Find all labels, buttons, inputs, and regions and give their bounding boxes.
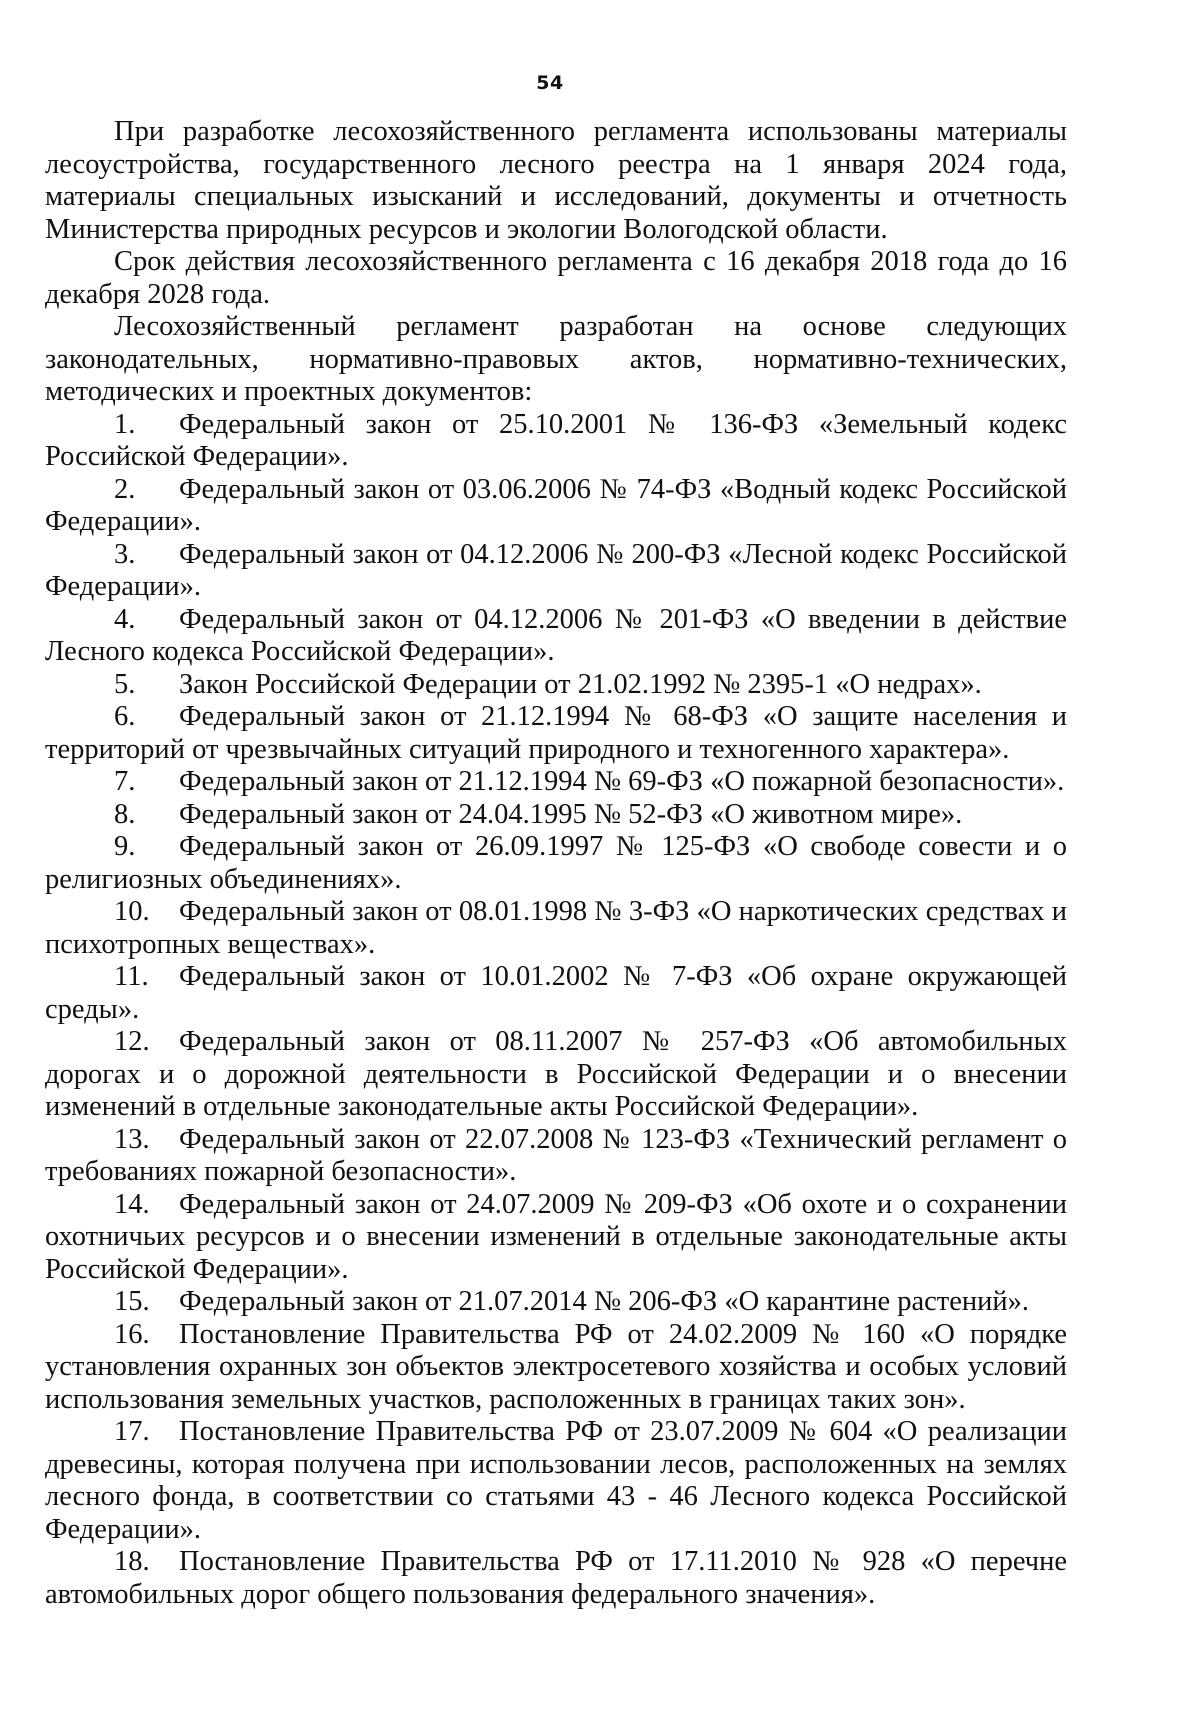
item-text: Федеральный закон от 24.07.2009 № 209-ФЗ «Об охоте и о сохранении охотничьих ресурсов и о внесении изменений в отдельные законодательные акты Российской Федерации». xyxy=(45,1188,1067,1285)
item-text: Федеральный закон от 21.07.2014 № 206-ФЗ «О карантине растений». xyxy=(179,1286,1030,1317)
list-item xyxy=(45,604,1067,669)
list-item xyxy=(45,1026,1067,1124)
item-text: Федеральный закон от 03.06.2006 № 74-ФЗ «Водный кодекс Российской Федерации». xyxy=(45,473,1067,537)
list-item xyxy=(45,1124,1067,1189)
item-number: 5. xyxy=(114,668,136,700)
item-number: 14. xyxy=(114,1188,150,1220)
list-item xyxy=(45,1189,1067,1287)
list-item xyxy=(45,799,1067,832)
document-body xyxy=(45,116,1067,1611)
item-number: 12. xyxy=(114,1026,150,1057)
item-text: Федеральный закон от 04.12.2006 № 201-ФЗ «О введении в действие Лесного кодекса Российской Федерации». xyxy=(45,603,1067,667)
list-item xyxy=(45,896,1067,961)
intro-paragraph: Лесохозяйственный регламент разработан на основе следующих законодательных, нормативно-правовых актов, нормативно-технических, методических и проектных документов: xyxy=(45,311,1067,407)
item-number: 13. xyxy=(114,1123,150,1155)
item-number: 9. xyxy=(114,831,136,862)
item-text: Федеральный закон от 04.12.2006 № 200-ФЗ «Лесной кодекс Российской Федерации». xyxy=(45,538,1067,602)
item-text: Постановление Правительства РФ от 24.02.2009 № 160 «О порядке установления охранных зон объектов электросетевого хозяйства и особых условий использования земельных участков, расположенных в границах таких зон». xyxy=(45,1318,1067,1415)
item-number: 16. xyxy=(114,1318,150,1350)
item-number: 1. xyxy=(114,408,136,440)
item-number: 3. xyxy=(114,538,136,570)
item-text: Федеральный закон от 22.07.2008 № 123-ФЗ «Технический регламент о требованиях пожарной безопасности». xyxy=(45,1123,1067,1187)
list-item xyxy=(45,1416,1067,1546)
list-item xyxy=(45,961,1067,1026)
item-text: Закон Российской Федерации от 21.02.1992 № 2395-1 «О недрах». xyxy=(179,668,982,700)
item-number: 11. xyxy=(114,961,149,992)
item-text: Постановление Правительства РФ от 17.11.2010 № 928 «О перечне автомобильных дорог общего пользования федерального значения». xyxy=(45,1546,1067,1610)
list-item xyxy=(45,766,1067,799)
item-number: 6. xyxy=(114,701,136,732)
item-number: 17. xyxy=(114,1416,150,1447)
item-text: Федеральный закон от 08.01.1998 № 3-ФЗ «О наркотических средствах и психотропных веществах». xyxy=(45,896,1067,960)
list-item xyxy=(45,831,1067,896)
list-item xyxy=(45,669,1067,702)
item-number: 2. xyxy=(114,473,136,505)
list-item xyxy=(45,474,1067,539)
item-number: 10. xyxy=(114,896,150,927)
list-item xyxy=(45,1319,1067,1417)
list-item xyxy=(45,1286,1067,1319)
item-number: 7. xyxy=(114,766,136,797)
law-list xyxy=(45,409,1067,1612)
item-text: Федеральный закон от 25.10.2001 № 136-ФЗ «Земельный кодекс Российской Федерации». xyxy=(45,408,1067,472)
list-item xyxy=(45,701,1067,766)
item-number: 15. xyxy=(114,1286,150,1317)
item-text: Постановление Правительства РФ от 23.07.2009 № 604 «О реализации древесины, которая получена при использовании лесов, расположенных на землях лесного фонда, в соответствии со статьями 43 - 46 Лесного кодекса Российской Федерации». xyxy=(45,1416,1067,1545)
list-item xyxy=(45,409,1067,474)
item-text: Федеральный закон от 08.11.2007 № 257-ФЗ «Об автомобильных дорогах и о дорожной деятельности в Российской Федерации и о внесении изменений в отдельные законодательные акты Российской Федерации». xyxy=(45,1026,1067,1122)
item-number: 18. xyxy=(114,1546,150,1577)
intro-paragraph: Срок действия лесохозяйственного регламента с 16 декабря 2018 года до 16 декабря 2028 года. xyxy=(45,246,1067,310)
list-item xyxy=(45,1546,1067,1611)
list-item xyxy=(45,539,1067,604)
item-number: 8. xyxy=(114,798,136,830)
item-text: Федеральный закон от 10.01.2002 № 7-ФЗ «Об охране окружающей среды». xyxy=(45,961,1067,1025)
page-number: 54 xyxy=(536,72,564,94)
item-number: 4. xyxy=(114,603,136,635)
item-text: Федеральный закон от 24.04.1995 № 52-ФЗ «О животном мире». xyxy=(179,798,963,830)
intro-paragraph: При разработке лесохозяйственного регламента использованы материалы лесоустройства, государственного лесного реестра на 1 января 2024 года, материалы специальных изысканий и исследований, документы и отчетность Министерства природных ресурсов и экологии Вологодской области. xyxy=(45,116,1067,245)
item-text: Федеральный закон от 26.09.1997 № 125-ФЗ «О свободе совести и о религиозных объединениях». xyxy=(45,831,1067,895)
item-text: Федеральный закон от 21.12.1994 № 69-ФЗ «О пожарной безопасности». xyxy=(179,766,1065,797)
item-text: Федеральный закон от 21.12.1994 № 68-ФЗ «О защите населения и территорий от чрезвычайных ситуаций природного и техногенного характера». xyxy=(45,701,1067,765)
